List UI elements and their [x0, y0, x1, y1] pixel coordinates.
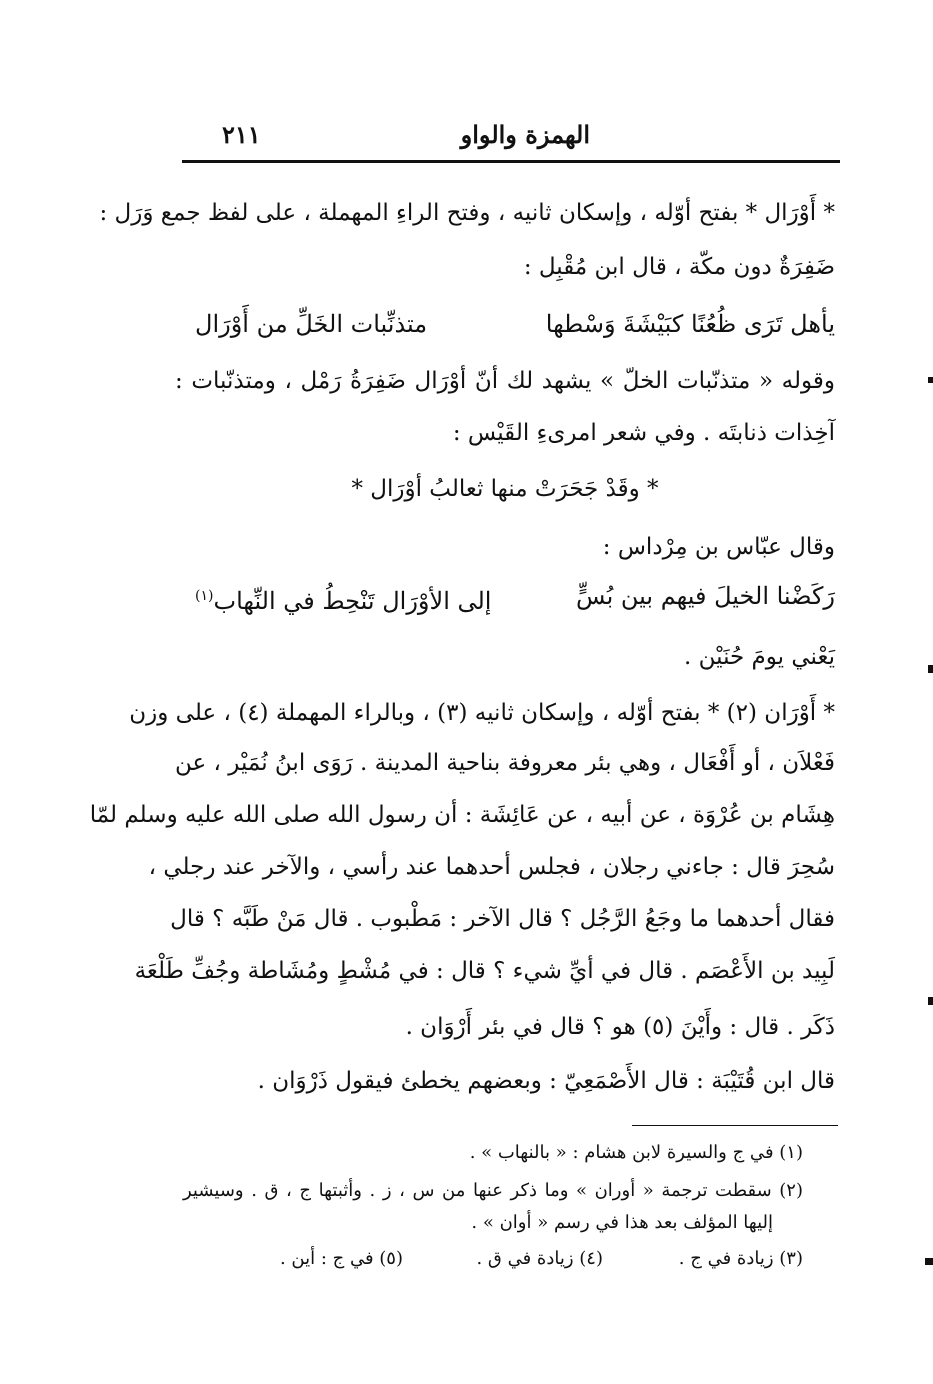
text-line: ضَفِرَةٌ دون مكّة ، قال ابن مُقْبِل : [523, 254, 835, 280]
text-line: ذَكَر . قال : وأَيْنَ (٥) هو ؟ قال في بئر أَرْوَان . [405, 1014, 835, 1040]
scan-mark [925, 1258, 933, 1265]
text-line: سُحِرَ قال : جاءني رجلان ، فجلس أحدهما عند رأسي ، والآخر عند رجلي ، [148, 854, 835, 880]
text-line: * أَوْرَال * بفتح أوّله ، وإسكان ثانيه ، وفتح الراءِ المهملة ، على لفظ جمع وَرَل : [99, 200, 835, 226]
scan-mark [928, 377, 933, 383]
footnote: (١) في ج والسيرة لابن هشام : « بالنهاب » . [469, 1142, 803, 1163]
footnote-rule [632, 1125, 838, 1126]
verse-hemistich: يأهل تَرَى ظُعُنًا كبَيْشَةَ وَسْطها [545, 310, 835, 338]
footnote: (٤) زيادة في ق . [476, 1248, 603, 1269]
verse-line: * وقَدْ جَحَرَتْ منها ثعالبُ أوْرَال * [351, 476, 659, 502]
verse-2 [195, 580, 835, 617]
text-line: فقال أحدهما ما وجَعُ الرَّجُل ؟ قال الآخر : مَطْبوب . قال مَنْ طَبَّه ؟ قال [170, 906, 835, 932]
page-number: ٢١١ [222, 120, 261, 149]
running-header [182, 112, 840, 160]
scan-mark [928, 665, 933, 673]
verse-1 [195, 308, 835, 340]
scan-mark [928, 997, 933, 1005]
header-rule [182, 160, 840, 163]
footnote-ref: (١) [195, 588, 214, 604]
text-line: * أَوْرَان (٢) * بفتح أوّله ، وإسكان ثانيه (٣) ، وبالراء المهملة (٤) ، على وزن [129, 700, 835, 726]
footnote: (٣) زيادة في ج . [678, 1248, 803, 1269]
verse-hemistich [195, 580, 491, 617]
text-line: يَعْني يومَ حُنَيْن . [684, 644, 835, 670]
footnote: (٢) سقطت ترجمة « أوران » وما ذكر عنها من س ، ز . وأثبتها ج ، ق . وسيشير [183, 1180, 803, 1201]
text-line: وقال عبّاس بن مِرْداس : [602, 534, 835, 560]
text-line: وقوله « متذنّبات الخلّ » يشهد لك أنّ أوْرَال ضَفِرَةُ رَمْل ، ومتذنّبات : [175, 368, 835, 394]
verse-text: إلى الأوْرَال تَنْحِطُ في النِّهاب [213, 587, 492, 615]
footnote: (٥) في ج : أين . [279, 1248, 403, 1269]
verse-hemistich: متذنِّبات الخَلِّ من أَوْرَال [195, 310, 428, 338]
verse-hemistich: رَكَضْنا الخيلَ فيهم بين بُسٍّ [575, 582, 835, 610]
text-line: فَعْلاَن ، أو أَفْعَال ، وهي بئر معروفة بناحية المدينة . رَوَى ابنُ نُمَيْر ، عن [175, 750, 835, 776]
text-line: هِشَام بن عُرْوَة ، عن أبيه ، عن عَائِشَة : أن رسول الله صلى الله عليه وسلم لمّا [89, 802, 835, 828]
text-line: لَبِيد بن الأَعْصَم . قال في أيِّ شيء ؟ قال : في مُشْطٍ ومُشَاطة وجُفِّ طَلْعَة [134, 958, 835, 984]
running-title: الهمزة والواو [460, 120, 590, 149]
footnote-continuation: إليها المؤلف بعد هذا في رسم « أوان » . [471, 1212, 773, 1233]
text-line: آخِذات ذنابتَه . وفي شعر امرىءِ القَيْس : [452, 420, 835, 446]
text-line: قال ابن قُتَيْبَة : قال الأَصْمَعِيّ : وبعضهم يخطئ فيقول ذَرْوَان . [257, 1068, 835, 1094]
